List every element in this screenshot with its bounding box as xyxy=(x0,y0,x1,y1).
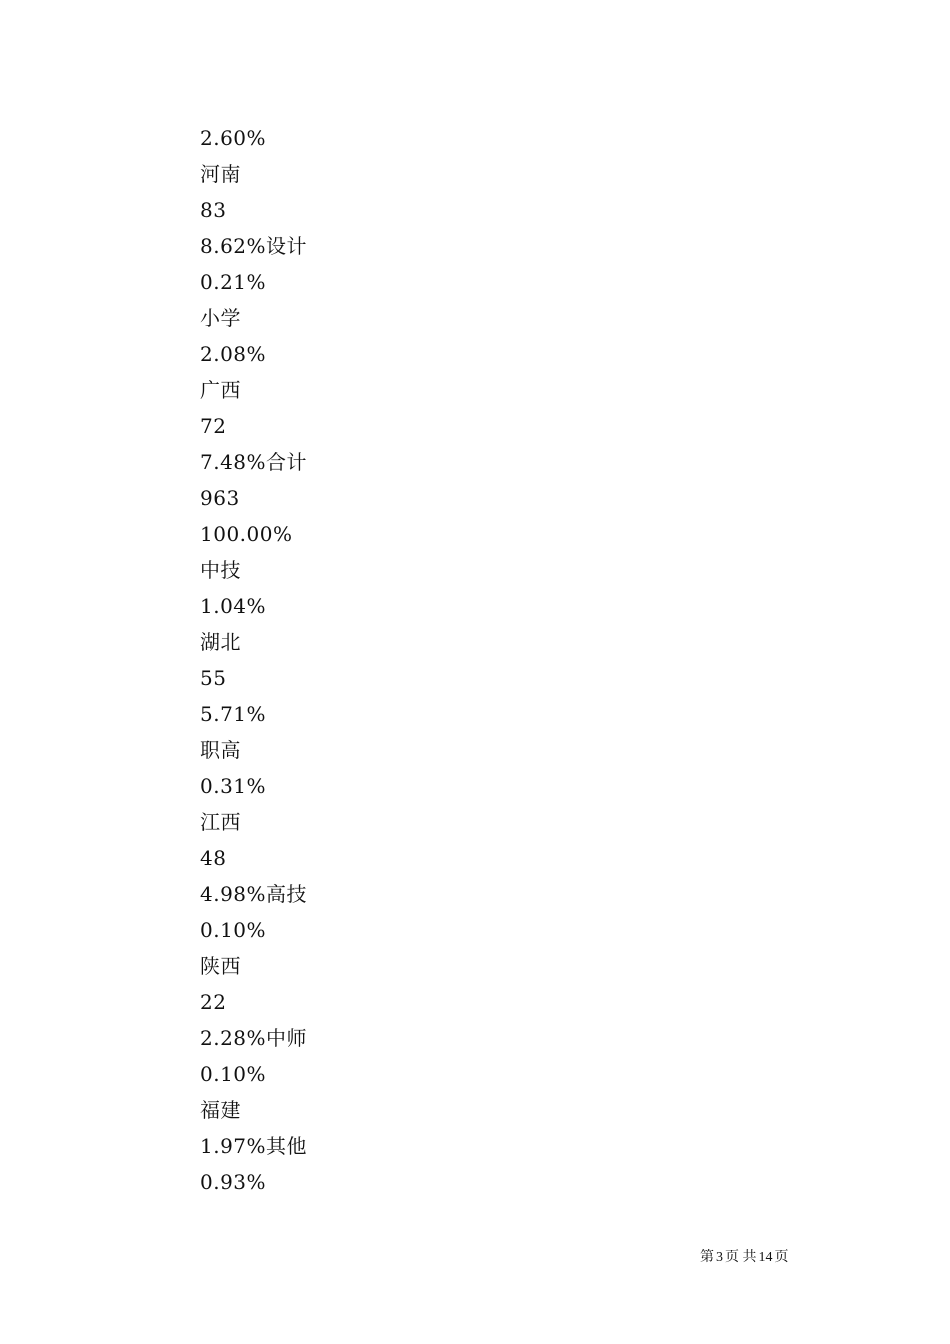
footer-prefix: 第 xyxy=(700,1250,714,1265)
text-line: 陕西 xyxy=(200,954,241,978)
text-line: 2.60% xyxy=(200,126,267,150)
text-line: 5.71% xyxy=(200,702,267,726)
text-line: 江西 xyxy=(200,810,241,834)
text-line: 0.31% xyxy=(200,774,267,798)
text-line: 湖北 xyxy=(200,630,241,654)
text-line: 100.00% xyxy=(200,522,293,546)
text-line: 0.93% xyxy=(200,1170,267,1194)
document-body xyxy=(200,120,307,1200)
text-line: 2.28%中师 xyxy=(200,1026,308,1050)
text-line: 8.62%设计 xyxy=(200,234,308,258)
text-line: 7.48%合计 xyxy=(200,450,308,474)
text-line: 2.08% xyxy=(200,342,267,366)
text-line: 中技 xyxy=(200,558,241,582)
text-line: 福建 xyxy=(200,1098,241,1122)
text-line: 0.21% xyxy=(200,270,267,294)
footer-middle: 页 共 xyxy=(725,1250,757,1265)
footer-suffix: 页 xyxy=(774,1250,789,1265)
text-line: 河南 xyxy=(200,162,241,186)
text-line: 4.98%高技 xyxy=(200,882,308,906)
text-line: 1.04% xyxy=(200,594,267,618)
text-line: 83 xyxy=(200,198,227,222)
text-line: 72 xyxy=(200,414,227,438)
text-line: 广西 xyxy=(200,378,241,402)
footer-total-pages: 14 xyxy=(758,1250,773,1265)
text-line: 55 xyxy=(200,666,227,690)
text-line: 职高 xyxy=(200,738,241,762)
text-line: 0.10% xyxy=(200,1062,267,1086)
text-line: 0.10% xyxy=(200,918,267,942)
page-footer xyxy=(700,1246,820,1266)
text-line: 48 xyxy=(200,846,227,870)
text-line: 1.97%其他 xyxy=(200,1134,308,1158)
text-line: 小学 xyxy=(200,306,241,330)
text-line: 963 xyxy=(200,486,240,510)
text-line: 22 xyxy=(200,990,227,1014)
footer-page-number: 3 xyxy=(716,1250,723,1265)
